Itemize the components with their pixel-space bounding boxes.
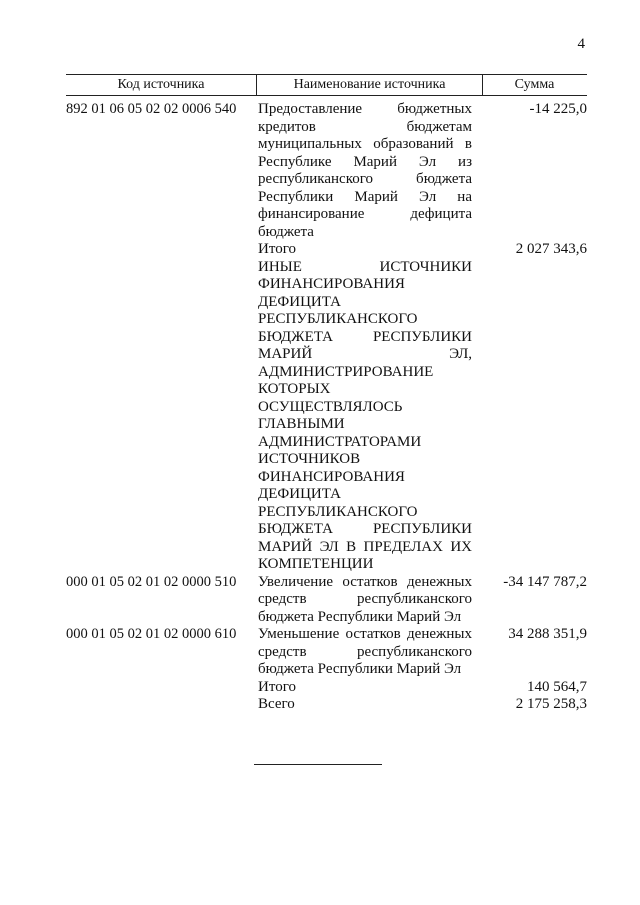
source-name-line: Увеличение остатков денежных: [258, 573, 472, 590]
source-name-line: ФИНАНСИРОВАНИЯ: [258, 468, 405, 485]
source-name-line: муниципальных образований в: [258, 136, 472, 152]
source-name-line: РЕСПУБЛИКАНСКОГО: [258, 311, 418, 327]
table-row: [66, 259, 587, 574]
table-body: [66, 96, 587, 714]
source-name-line: Итого: [258, 241, 296, 257]
source-name-line: Республике Марий Эл из: [258, 153, 472, 170]
source-name-line: бюджета Республики Марий Эл: [258, 608, 462, 625]
source-name-line: КОМПЕТЕНЦИИ: [258, 556, 374, 572]
source-code: [66, 259, 258, 574]
source-name-line: ОСУЩЕСТВЛЯЛОСЬ: [258, 398, 403, 415]
source-name-line: БЮДЖЕТА РЕСПУБЛИКИ: [258, 328, 472, 345]
sources-table: [66, 74, 587, 714]
source-name-line: ИНЫЕ ИСТОЧНИКИ: [258, 258, 472, 275]
source-name-line: МАРИЙ ЭЛ В ПРЕДЕЛАХ ИХ: [258, 538, 472, 555]
closing-rule: [254, 764, 382, 765]
source-sum: 140 564,7: [527, 678, 587, 695]
source-sum: 2 175 258,3: [515, 696, 587, 712]
source-name: [258, 574, 472, 627]
source-name-line: ГЛАВНЫМИ: [258, 416, 345, 432]
source-name-line: КОТОРЫХ: [258, 381, 331, 397]
source-code: [66, 241, 258, 259]
source-name-line: финансирование дефицита: [258, 206, 472, 222]
source-name-line: ДЕФИЦИТА: [258, 486, 341, 502]
source-name-line: республиканского бюджета: [258, 171, 472, 187]
source-name: [258, 679, 472, 697]
table-row: [66, 241, 587, 259]
header-name: Наименование источника: [293, 77, 446, 92]
source-name: [258, 101, 472, 241]
source-code: [66, 696, 258, 714]
source-name-line: Уменьшение остатков денежных: [258, 626, 472, 642]
source-name-line: средств республиканского: [258, 643, 472, 660]
header-sum: Сумма: [514, 77, 555, 92]
source-name-line: средств республиканского: [258, 591, 472, 607]
source-name-line: Итого: [258, 678, 296, 695]
table-row: [66, 679, 587, 697]
source-name-line: ФИНАНСИРОВАНИЯ: [258, 276, 405, 292]
table-row: [66, 574, 587, 627]
source-name-line: бюджета Республики Марий Эл: [258, 661, 462, 677]
source-code: 892 01 06 05 02 02 0006 540: [66, 101, 237, 117]
source-code: 000 01 05 02 01 02 0000 510: [66, 573, 237, 590]
table-row: [66, 626, 587, 679]
source-name-line: Республики Марий Эл на: [258, 188, 472, 205]
page-number: 4: [577, 36, 585, 52]
source-name: [258, 241, 472, 259]
table-row: [66, 696, 587, 714]
source-name-line: АДМИНИСТРАТОРАМИ: [258, 433, 422, 450]
source-sum: [480, 259, 587, 574]
source-code: 000 01 05 02 01 02 0000 610: [66, 626, 237, 642]
table-row: [66, 101, 587, 241]
table-header: [66, 74, 587, 96]
source-code: [66, 679, 258, 697]
source-name-line: ДЕФИЦИТА: [258, 293, 341, 310]
source-name-line: АДМИНИСТРИРОВАНИЕ: [258, 363, 434, 380]
source-name-line: МАРИЙ ЭЛ,: [258, 346, 472, 362]
source-name: [258, 696, 472, 714]
source-sum: -34 147 787,2: [503, 573, 587, 590]
source-name: [258, 259, 472, 574]
source-name-line: Предоставление бюджетных: [258, 101, 472, 117]
source-name-line: бюджета: [258, 223, 314, 240]
source-name-line: БЮДЖЕТА РЕСПУБЛИКИ: [258, 521, 472, 537]
source-name-line: ИСТОЧНИКОВ: [258, 451, 361, 467]
source-name-line: РЕСПУБЛИКАНСКОГО: [258, 503, 418, 520]
source-name-line: кредитов бюджетам: [258, 118, 472, 135]
source-sum: 34 288 351,9: [508, 626, 587, 642]
source-sum: 2 027 343,6: [515, 241, 587, 257]
source-sum: -14 225,0: [529, 101, 587, 117]
source-name-line: Всего: [258, 696, 295, 712]
source-name: [258, 626, 472, 679]
header-code: Код источника: [117, 77, 205, 92]
